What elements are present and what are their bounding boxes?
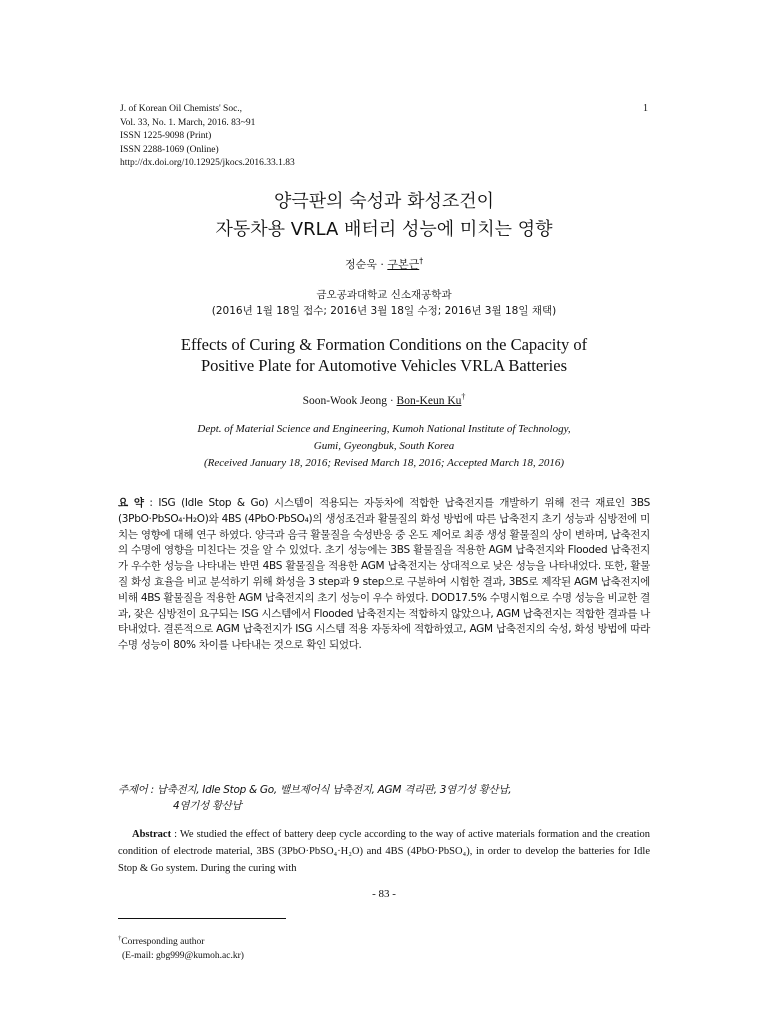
english-authors: [0, 392, 768, 407]
english-department: Dept. of Material Science and Engineering, Kumoh National Institute of Technology,: [197, 423, 571, 435]
footnote-divider: [118, 918, 286, 919]
journal-name: J. of Korean Oil Chemists' Soc.,: [120, 104, 243, 114]
keywords-label: 주제어 :: [118, 784, 154, 796]
english-dates: (Received January 18, 2016; Revised March 18, 2016; Accepted March 18, 2016): [203, 457, 565, 469]
journal-volume: Vol. 33, No. 1. March, 2016. 83~91: [120, 117, 256, 128]
english-title: [0, 334, 768, 376]
english-abstract-label: Abstract: [132, 829, 172, 840]
english-title-line-2: Positive Plate for Automotive Vehicles VRLA Batteries: [200, 356, 568, 375]
korean-title: [0, 188, 768, 244]
keywords: [118, 782, 650, 814]
footnote: [118, 932, 244, 963]
korean-title-line-1: 양극판의 숙성과 화성조건이: [273, 191, 495, 212]
korean-authors: [0, 256, 768, 272]
issn-online: ISSN 2288-1069 (Online): [120, 144, 219, 155]
korean-affiliation: [0, 287, 768, 319]
english-title-line-1: Effects of Curing & Formation Conditions on the Capacity of: [180, 335, 588, 354]
footer-page-number: - 83 -: [372, 888, 396, 900]
korean-institution: 금오공과대학교 신소재공학과: [316, 289, 452, 301]
english-abstract: [118, 826, 650, 877]
issn-print: ISSN 1225-9098 (Print): [120, 131, 212, 141]
footnote-mark: †: [118, 935, 122, 942]
header-page-number: 1: [643, 103, 648, 114]
korean-corresponding-author: 구본근: [387, 258, 420, 271]
english-author-1: Soon-Wook Jeong: [302, 394, 387, 407]
korean-abstract-label: 요 약: [118, 497, 144, 509]
english-corresponding-author: Bon-Keun Ku: [396, 394, 462, 407]
english-city: Gumi, Gyeongbuk, South Korea: [313, 440, 455, 452]
author-separator: ·: [376, 258, 388, 271]
korean-abstract-text: : ISG (Idle Stop & Go) 시스템이 적용되는 자동차에 적합한 납축전지를 개발하기 위해 전극 재료인 3BS (3PbO·PbSO₄·H₂O)와 4BS (4PbO·PbSO₄)의 생성조건과 활물질의 화성 방법에 따른 납축전지 초기 성능과 심방전에 미치는 영향에 대해 연구 하였다. 양극과 음극 활물질을 숙성반응 중 온도 제어로 최종 생성 활물질의 상이 변하며, 납축전지의 수명에 영향을 미친다는 것을 알 수 있었다. 초기 성능에는 3BS 활물질을 적용한 AGM 납축전지와 Flooded 납축전지가 우수한 성능을 나타내는 반면 4BS 활물질을 적용한 AGM 납축전지는 상대적으로 낮은 성능을 나타내었다. 또한, 활물질 화성 효율을 비교 분석하기 위해 화성을 3 step과 9 step으로 구분하여 시험한 결과, 3BS로 제작된 AGM 납축전지에 비해 4BS 활물질을 적용한 AGM 납축전지의 초기 성능이 우수 하였다. DOD17.5% 수명시험으로 수명 성능을 비교한 결과, 잦은 심방전이 요구되는 ISG 시스템에서 Flooded 납축전지는 적합하지 않았으나, AGM 납축전지는 적합한 결과를 나타내었다. 결론적으로 AGM 납축전지가 ISG 시스템 적용 자동차에 적합하였고, AGM 납축전지의 숙성, 화성 방법에 따라 수명 성능이 80% 차이를 나타내는 것으로 확인 되었다.: [118, 497, 650, 652]
corresponding-mark: †: [461, 392, 466, 401]
korean-title-line-2: 자동차용 VRLA 배터리 성능에 미치는 영향: [215, 219, 553, 240]
korean-dates: (2016년 1월 18일 접수; 2016년 3월 18일 수정; 2016년 3월 18일 채택): [211, 305, 557, 317]
keywords-line-1: 납축전지, Idle Stop & Go, 밸브제어식 납축전지, AGM 격리판, 3염기성 황산납,: [153, 784, 512, 796]
korean-author-1: 정순욱: [344, 258, 377, 271]
footnote-label: Corresponding author: [121, 937, 205, 948]
doi-link[interactable]: http://dx.doi.org/10.12925/jkocs.2016.33.1.83: [120, 158, 295, 168]
english-abstract-text: : We studied the effect of battery deep cycle according to the way of active materials formation and the creation condition of electrode material, 3BS (3PbO·PbSO₄·H₂O) and 4BS (4PbO·PbSO₄), in order to develop the batteries for Idle Stop & Go system. During the curing with: [118, 829, 650, 874]
corresponding-mark: †: [419, 256, 424, 266]
author-separator: ·: [386, 394, 397, 407]
journal-header: [120, 103, 295, 171]
footnote-email: (E-mail: gbg999@kumoh.ac.kr): [122, 951, 244, 962]
keywords-line-2: 4염기성 황산납: [173, 800, 242, 812]
korean-abstract: [118, 496, 650, 654]
english-affiliation: [0, 421, 768, 472]
